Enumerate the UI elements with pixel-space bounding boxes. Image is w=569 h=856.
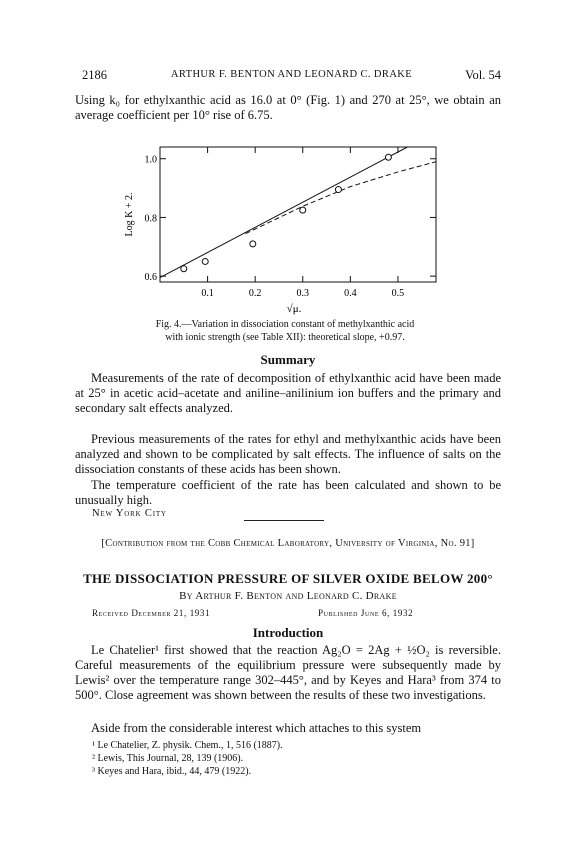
running-head-authors: ARTHUR F. BENTON AND LEONARD C. DRAKE bbox=[170, 69, 413, 80]
data-point bbox=[181, 266, 187, 272]
introduction-heading: Introduction bbox=[252, 625, 324, 640]
x-tick-label: 0.3 bbox=[296, 288, 310, 299]
x-tick-label: 0.4 bbox=[344, 288, 357, 299]
y-tick-label: 0.8 bbox=[144, 213, 157, 225]
footnote-2: ² Lewis, This Journal, 28, 139 (1906). bbox=[92, 753, 244, 764]
article-byline: By Arthur F. Benton and Leonard C. Drake bbox=[179, 590, 397, 602]
y-axis-label: Log K + 2. bbox=[124, 192, 135, 237]
theoretical-curve bbox=[246, 162, 436, 234]
volume-number: Vol. 54 bbox=[465, 68, 501, 82]
x-axis-label: √μ. bbox=[286, 303, 302, 315]
running-header bbox=[82, 68, 501, 84]
data-point bbox=[300, 207, 306, 213]
x-tick-label: 0.2 bbox=[248, 288, 262, 299]
footnote-3: ³ Keyes and Hara, ibid., 44, 479 (1922). bbox=[92, 766, 252, 777]
y-tick-label: 0.6 bbox=[144, 272, 157, 284]
plot-frame bbox=[160, 147, 436, 282]
data-point bbox=[385, 154, 391, 160]
data-point bbox=[250, 241, 256, 247]
introduction-paragraph-1: Le Chatelier¹ first showed that the reaction Ag₂O = 2Ag + ½O₂ is reversible. Careful measurements of the equilibrium pressure were subsequently made by Lewis² over the temperature range 302–445°, and by Keyes and Hara³ from 374 to 500°. Close agreement was shown between the results of these two investigations. bbox=[75, 643, 501, 702]
figure-4-chart bbox=[115, 141, 455, 321]
summary-heading: Summary bbox=[260, 352, 316, 367]
article-title: THE DISSOCIATION PRESSURE OF SILVER OXIDE BELOW 200° bbox=[83, 571, 493, 586]
contribution-note: [Contribution from the Cobb Chemical Laboratory, University of Virginia, No. 91] bbox=[101, 538, 475, 549]
x-tick-label: 0.1 bbox=[201, 288, 214, 299]
data-point bbox=[335, 187, 341, 193]
summary-paragraph-3: The temperature coefficient of the rate has been calculated and shown to be unusually high. bbox=[75, 478, 501, 507]
page-number: 2186 bbox=[82, 68, 107, 82]
summary-paragraph-2: Previous measurements of the rates for ethyl and methylxanthic acids have been analyzed and shown to be complicated by salt effects. The influence of salts on the dissociation constants of these acids has been shown. bbox=[75, 432, 501, 476]
data-point bbox=[202, 258, 208, 264]
footnote-1: ¹ Le Chatelier, Z. physik. Chem., 1, 516 (1887). bbox=[92, 740, 283, 751]
x-tick-label: 0.5 bbox=[391, 288, 405, 299]
published-date: Published June 6, 1932 bbox=[318, 608, 414, 618]
figure-caption-line-2: with ionic strength (see Table XII): theoretical slope, +0.97. bbox=[165, 332, 405, 343]
fit-line bbox=[160, 147, 407, 278]
y-tick-label: 1.0 bbox=[144, 154, 157, 166]
section-divider bbox=[244, 520, 324, 521]
figure-caption-line-1: Fig. 4.—Variation in dissociation constant of methylxanthic acid bbox=[155, 319, 415, 330]
city-signature: New York City bbox=[92, 508, 167, 519]
introduction-paragraph-2: Aside from the considerable interest which attaches to this system bbox=[91, 721, 422, 735]
summary-paragraph-1: Measurements of the rate of decomposition of ethylxanthic acid have been made at 25° in acetic acid–acetate and aniline–anilinium ion buffers and the primary and secondary salt effects analyzed. bbox=[75, 371, 501, 415]
intro-paragraph: Using k₀ for ethylxanthic acid as 16.0 at 0° (Fig. 1) and 270 at 25°, we obtain an average coefficient per 10° rise of 6.75. bbox=[75, 93, 501, 122]
received-date: Received December 21, 1931 bbox=[92, 608, 211, 618]
